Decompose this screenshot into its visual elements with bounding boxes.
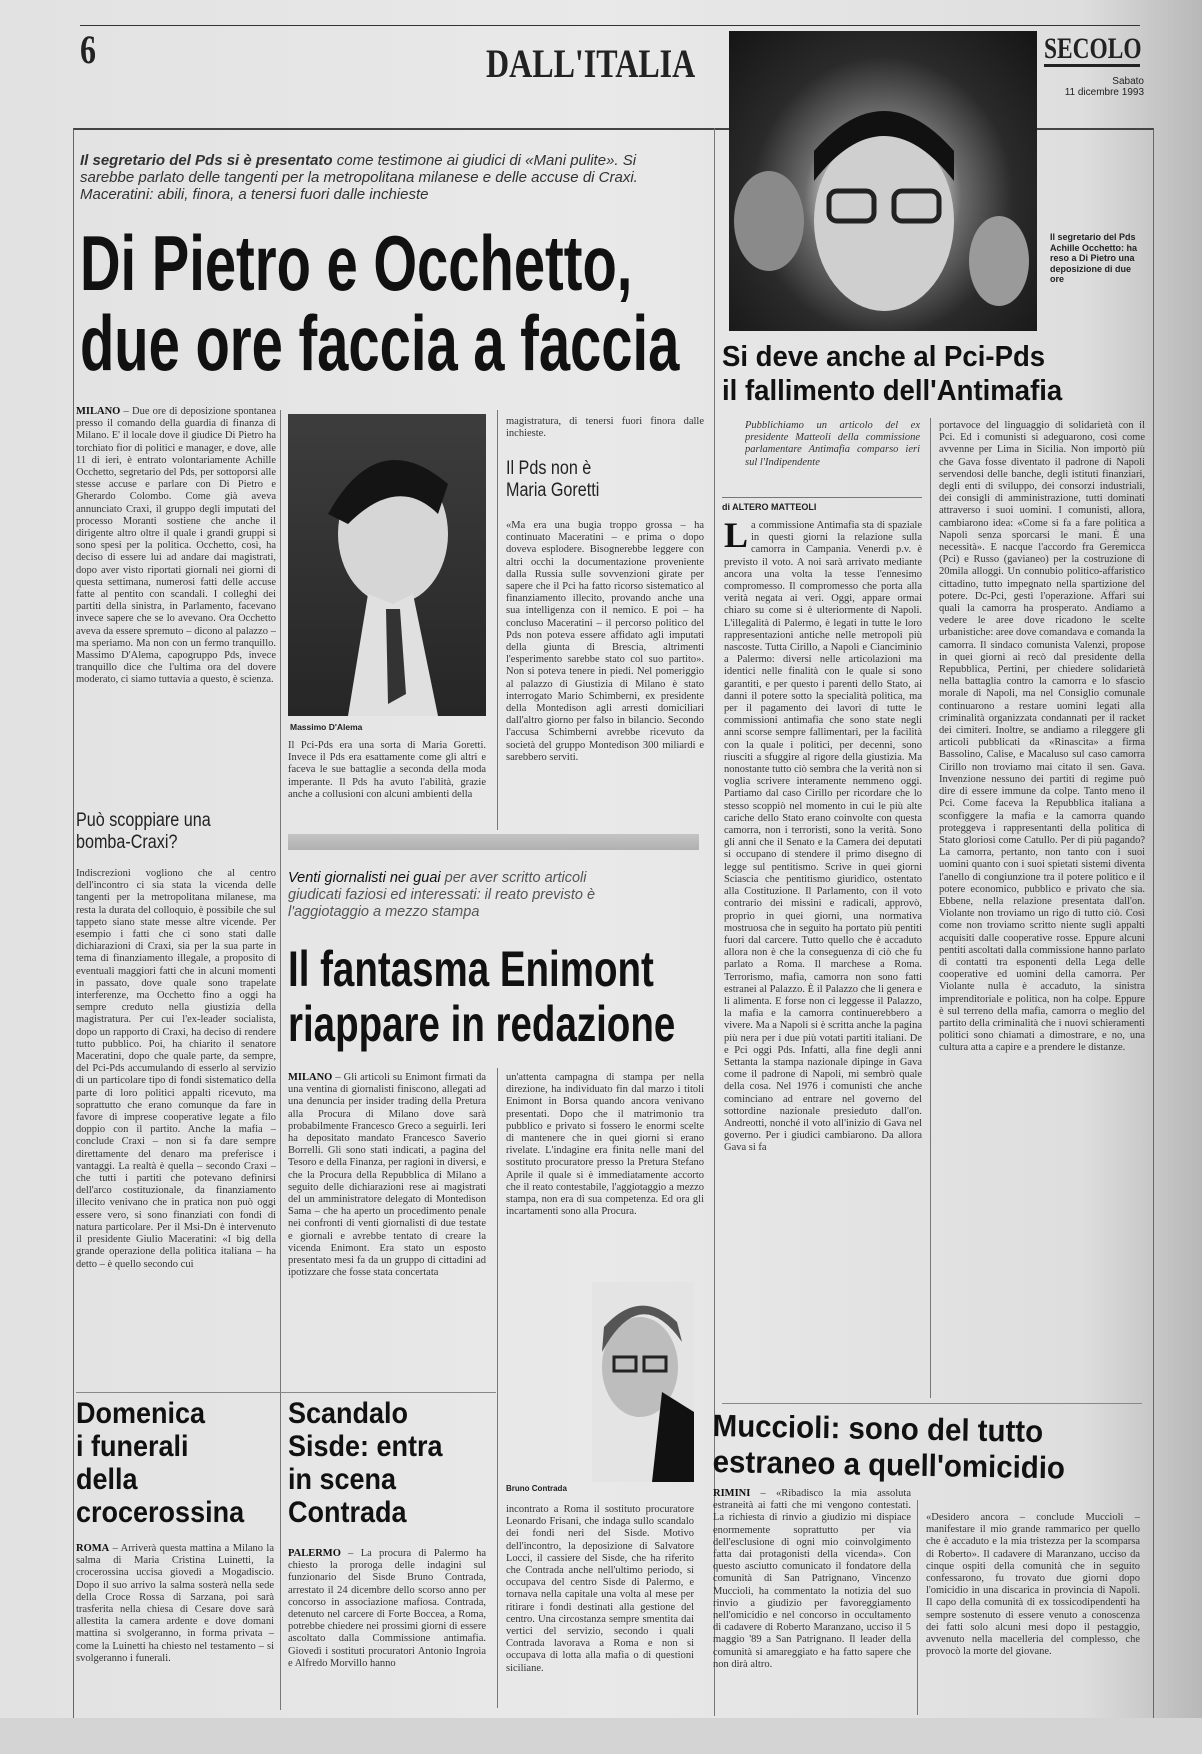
lead-kicker xyxy=(80,152,650,203)
muccioli-headline-line-2: estraneo a quell'omicidio xyxy=(712,1444,1066,1486)
contrada-portrait-icon xyxy=(592,1282,694,1482)
occhetto-portrait-icon xyxy=(729,31,1037,331)
contrada-body-1: – La procura di Palermo ha chiesto la proroga delle indagini sul funzionario del Sisde Bruno Contrada, arrestato il 24 dicembre dello scorso anno per concorso in associazione mafiosa. Contrada, detenuto nel carcere di Forte Boccea, a Roma, potrebbe chiedere nei prossimi giorni di essere ascoltato dalla Commissione antimafia. Giovedì i sostituti procuratori Antonio Ingroia e Alfredo Morvillo hanno xyxy=(288,1548,486,1669)
enimont-kicker xyxy=(288,870,628,921)
section-title: DALL'ITALIA xyxy=(486,41,696,86)
muccioli-body-col-2: «Desidero ancora – conclude Muccioli – manifestare il mio grande rammarico per quello che è accaduto e la mia tristezza per la scomparsa di Roberto». Il cadavere di Maranzano, ucciso da cinque ospiti della comunità che in seguito confessarono, fu trovato due giorni dopo l'omicidio in una discarica in provincia di Napoli. Il capo della comunità di ex tossicodipendenti ha sempre sostenuto di essere venuto a conoscenza dei fatti solo alcuni mesi dopo il pestaggio, avvenuto nella macelleria del complesso, che provocò la morte del giovane. xyxy=(926,1512,1140,1658)
contrada-headline xyxy=(288,1397,460,1529)
dalema-portrait-icon xyxy=(288,414,486,716)
paper-name: SECOLO xyxy=(1044,32,1142,65)
grey-separator-bar xyxy=(288,834,699,850)
funerali-body-text: – Arriverà questa mattina a Milano la salma di Maria Cristina Luinetti, la crocerossina uccisa giovedì a Mogadiscio. Dopo il suo arrivo la salma sosterà nella sede della Croce Rossa di Sarzana, poi sarà trasferita nella chiesa di Cesare dove sarà allestita la camera ardente e dove domani mattina si svolgeranno, in forma privata – come la Luinetti ha chiesto nel testamento – si svolgeranno i funerali. xyxy=(76,1543,274,1664)
top-rule xyxy=(80,25,1140,26)
column-rule xyxy=(497,410,498,830)
column-rule xyxy=(497,1068,498,1708)
enimont-body-col-2: un'attenta campagna di stampa per nella direzione, ha individuato fin dal marzo i titoli Enimont in Borsa quando ancora venivano presentati. Dopo che il matrimonio tra pubblico e privato si fossero le enormi scelte di mantenere che in quei giorni si erano rivelate. L'indagine era finita nelle mani del sostituto procuratore presso la Pretura Stefano Aprile il quale si è immediatamente accorto che il reato contestabile, l'aggiotaggio a mezzo stampa, non era di sua competenza. Ed ora gli incartamenti sono alla Procura. xyxy=(506,1072,704,1218)
contrada-headline-line: in scena xyxy=(288,1463,397,1496)
funerali-headline xyxy=(76,1397,263,1529)
page-bottom-margin xyxy=(0,1718,1202,1754)
lead-kicker-bold: Il segretario del Pds si è presentato xyxy=(80,152,333,169)
column-rule xyxy=(930,418,931,1398)
lead-kicker-rest: come testimone ai giudici di «Mani pulite». Si sarebbe parlato delle tangenti per la metropolitana milanese e delle accuse di Craxi. Maceratini: abili, finora, a tenersi fuori dalle inchieste xyxy=(80,152,638,203)
byline-rule xyxy=(722,497,922,498)
paper-logo xyxy=(1044,32,1144,67)
antimafia-byline: di ALTERO MATTEOLI xyxy=(722,502,817,512)
antimafia-body-col-1 xyxy=(724,520,922,1398)
enimont-headline-line-2: riappare in redazione xyxy=(288,996,676,1052)
drop-cap: L xyxy=(724,520,749,555)
issue-date-text: 11 dicembre 1993 xyxy=(1064,87,1144,98)
funerali-headline-line: della xyxy=(76,1463,138,1496)
contrada-body-col-1 xyxy=(288,1548,486,1706)
muccioli-body-col-1 xyxy=(713,1488,911,1698)
antimafia-body-1: a commissione Antimafia sta di spaziale in questi giorni la relazione sulla camorra in Campania. Venerdì p.v. è previsto il voto. A noi sarà arrivato mediante ancora una volta la tesse l'ennesimo compromesso. Il compromesso che porta alla verità negata ai veri. Oggi, appare ormai chiaro su come si è ulteriormente di Napoli. L'illegalità di Palermo, è legati in tutte le loro rappresentazioni antiche nelle metropoli più nascoste. Tutta Cirillo, a Napoli e Cianciminio a Palermo: diversi nelle articolazioni ma identici nelle finalità con le quale si sono garantiti, e per questo i parenti dello Stato, ai danni il potere sotto la specialità politica, ma per il pagamento dei lavori di tutte le commissioni antimafia che sono state negli anni scorse sempre fallimentari, per la facilità con la quale i politici, per decenni, sono riusciti a sfuggire al rigore della giustizia. Ma nonostante tutto ciò sembra che la verità non si voglia scrivere interamente nemmeno oggi. Partiamo dal caso Cirillo per ricordare che lo stesso scoppiò nel momento in cui le più alte cariche dello Stato erano coinvolte con questa camorra, non i terroristi, sono la verità. Sono gli anni che il Senato e la Camera dei deputati si occupano di stendere il primo disegno di legge sul pentitismo. Scrive in quei giorni Sciascia che pentitismo giuridico, ostentato alla Costituzione. Il Parlamento, con il voto contrario dei missini e radicali, approvò, proprio in quei giorni, una normativa mostruosa che in seguito ha portato più pentiti fuori dal carcere. Tutto quello che è accaduto allora non è che la conseguenza di ciò che fu parlato a Roma. Il marchese a Roma. Terrorismo, mafia, camorra non sono fatti estranei al Palazzo. È il Palazzo che li genera e li alimenta. E forse non ci leggesse il Palazzo, la mafia e la camorra continuerebbero a vivere. Ma a Napoli si è scritta anche la pagina più nera per i due più votati partiti italiani. De e Pci oggi Pds. Infatti, alla fine degli anni Settanta la stampa nazionale dipinge in Gava come il padrone di Napoli, mi sembrò quale della cosa. Nel 1976 i comunisti che anche cominciano ad entrare nel governo del sottordine nazionale presieduto dall'on. Andreotti, nonché il voto all'inizio di Gava nel governo. Per i giudici cambiarono. Da allora Gava si fa xyxy=(724,520,922,1154)
enimont-dateline: MILANO xyxy=(288,1072,333,1083)
funerali-body xyxy=(76,1543,274,1705)
enimont-body-col-1 xyxy=(288,1072,486,1392)
lead-dateline: MILANO xyxy=(76,406,121,417)
contrada-body-col-2: incontrato a Roma il sostituto procuratore Leonardo Frisani, che indaga sullo scandalo dei fondi neri del Sisde. Motivo dell'incontro, la deposizione di Salvatore Locci, il cassiere del Sisde, che ha riferito che Contrada anche nell'ultimo periodo, si occupava del centro Sisde di Palermo, e tornava nella capitale una volta al mese per ritirare i fondi destinati alla gestione del centro. Una circostanza sempre smentita dai vertici del servizio, secondo i quali Contrada lavorava a Roma e non si occupava di lotta alla mafia o di questioni siciliane. xyxy=(506,1504,694,1674)
funerali-headline-line: i funerali xyxy=(76,1430,189,1463)
antimafia-headline-line-1: Si deve anche al Pci-Pds xyxy=(722,341,1046,373)
antimafia-headline-line-2: il fallimento dell'Antimafia xyxy=(722,375,1063,407)
lead-subhead-craxi: Può scoppiare una bomba-Craxi? xyxy=(76,810,211,853)
dalema-photo-caption: Massimo D'Alema xyxy=(290,722,363,732)
contrada-headline-line: Sisde: entra xyxy=(288,1430,443,1463)
lead-body-1: – Due ore di deposizione spontanea presso il comando della guardia di finanza di Milano. E' il locale dove il giudice Di Pietro ha torchiato fior di politici e manager, e dove, alle 11 di ieri, è entrato volontariamente Achille Occhetto, segretario del Pds, per sottoporsi alle stesse accuse e parlare con Di Pietro e Gherardo Colombo. Come già aveva annunciato Craxi, il gruppo degli imputati del processo Moranti sostiene che anche il dirigente altro oltre il quale i grandi gruppi si sono spesi per la politica. Occhetto, così, ha deciso di essere lui ad andare dai magistrati, dopo aver visto riportati giornali nei giorni di questa settimana, numerosi fatti delle accuse fatte al pentito con scandali. I colleghi dei partiti della sinistra, in Parlamento, facevano invece sapere che se lo avevano. Ora Occhetto aveva da essere spremuto – dicono al palazzo – ma speriamo. Ma non con un fermo tranquillo. Massimo D'Alema, capogruppo Pds, invece tranquillo dice che l'ultima ora del dovere moderato, ci siamo tuttavia a questo, è scienza. xyxy=(76,406,276,686)
muccioli-dateline: RIMINI xyxy=(713,1488,751,1499)
column-rule xyxy=(280,410,281,1710)
lead-body-col-3-top: magistratura, di tenersi fuori finora dalle inchieste. xyxy=(506,416,704,440)
occhetto-photo xyxy=(729,31,1037,331)
enimont-kicker-bold: Venti giornalisti nei guai xyxy=(288,870,441,886)
enimont-headline-line-1: Il fantasma Enimont xyxy=(288,941,654,997)
funerali-dateline: ROMA xyxy=(76,1543,110,1554)
contrada-dateline: PALERMO xyxy=(288,1548,341,1559)
lead-body-col-1-bottom: Indiscrezioni vogliono che al centro dell'incontro ci sia stata la vicenda delle tangenti per la metropolitana milanese, ma resta la durata del colloquio, è possibile che sul tappeto siano state messe altre vicende. Per esempio i fatti che ci sono stati dalle dichiarazioni di Craxi, sia per la sua parte in tema di finanziamento illegale, a proposito di eventuali maggiori fatti che in alcuni momenti in passato, dove quale sono trapelate interferenze, ma Occhetto fino a oggi ha sempre creduto nella giustizia della magistratura. Per cui l'ex-leader socialista, dopo un rapporto di Craxi, ha deciso di rendere tutto pubblico. Poi, ha chiarito il senatore Maceratini, dopo che quale parte, da sempre, del Pci-Pds accumulando di esserlo al servizio di un particolare tipo di fondi sistematico della parte di loro politici appalti ricevuto, ma soprattutto che erano comunque da fare in favore di imprese cooperative legate a filo doppio con il partito. Anche la mafia – conclude Craxi – non si fa dare sempre direttamente del denaro ma preferisce i vantaggi. La realtà è quella – secondo Craxi – che tutti i partiti che potevano definirsi dell'arco costituzionale, da finanziamento illecito venivano che in pratica non può oggi essere vero, si sono finanziati con fondi di natura particolare. Per il Msi-Dn è intervenuto il presidente Giulio Maceratini: «I big della grande operazione della politica italiana – ha detto – è quello secondo cui xyxy=(76,868,276,1270)
lead-body-col-3: «Ma era una bugia troppo grossa – ha continuato Maceratini – e prima o dopo doveva esplodere. Bisognerebbe leggere con altri occhi la documentazione proveniente dalla Russia sulle sovvenzioni girate per sapere che il Pci ha fatto ricorso sistematico al finanziamento illecito, provando anche una sua intelligenza con il nemico. E poi – ha concluso Maceratini – il percorso politico del Pds non poteva essere affidato agli imputati della giunta di Brescia, altrimenti l'esperimento sarebbe stato col suo partito». Non si poteva tenere in piedi. Nel pomeriggio al palazzo di Giustizia di Milano è stato interrogato Mario Schimberni, ex presidente della Montedison agli arresti domiciliari dall'altro giorno per falso in bilancio. Secondo l'accusa Schimberni avrebbe ricevuto da società del gruppo Montedison 300 miliardi e sarebbero serviti. xyxy=(506,520,704,763)
muccioli-body-1: – «Ribadisco la mia assoluta estraneità ai fatti che mi vengono contestati. La richiesta di rinvio a giudizio mi dispiace enormemente soprattutto per via dell'esclusione di ogni mio coinvolgimento fatta dai protagonisti della vicenda». Con questo asciutto comunicato il fondatore della comunità di San Patrignano, Vincenzo Muccioli, ha commentato la notizia del suo rinvio a giudizio per favoreggiamento nell'omicidio e nel concorso in occultamento di cadavere di Roberto Maranzano, ucciso il 5 maggio '89 a San Patrignano. Il leader della comunità si amareggiato e ha fatto sapere che non dirà altro. xyxy=(713,1488,911,1670)
lead-headline-line-2: due ore faccia a faccia xyxy=(80,299,680,387)
lead-body-col-2: Il Pci-Pds era una sorta di Maria Goretti. Invece il Pds era esattamente come gli altri e faceva le sue battaglie a seconda della moda imperante. Il Pds ha avuto l'abilità, grazie anche a collusioni con alcuni ambienti della xyxy=(288,740,486,800)
enimont-body-1: – Gli articoli su Enimont firmati da una ventina di giornalisti finiscono, allegati ad una denuncia per insider trading della Pretura alla Procura di Milano dove sarà probabilmente Francesco Greco a seguirli. Ieri ha depositato mandato Francesco Saverio Borrelli. Gli sono stati indicati, a pagina del Tesoro e della Finanza, per ragioni in diversi, e che la Procura della Repubblica di Milano a seguito delle dichiarazioni rese ai magistrati del un amministratore delegato di Montedison Sama – che ha aperto un procedimento penale nei confronti di venti giornalisti di due testate e giornali e avrebbe tentato di creare la vicenda Enimont. Era stato un esposto presentato mesi fa da un gruppo di cittadini ad ipotizzare che fosse stata concertata xyxy=(288,1072,486,1279)
lead-headline-line-1: Di Pietro e Occhetto, xyxy=(80,219,633,307)
page-number: 6 xyxy=(80,27,96,72)
section-divider xyxy=(76,1392,496,1393)
column-rule xyxy=(917,1500,918,1715)
muccioli-headline-line-1: Muccioli: sono del tutto xyxy=(712,1408,1044,1450)
issue-date xyxy=(1040,76,1144,98)
antimafia-intro: Pubblichiamo un articolo del ex presidente Matteoli della commissione parlamentare Antimafia comparso ieri sul l'Indipendente xyxy=(745,420,920,468)
lead-subhead-pds: Il Pds non è Maria Goretti xyxy=(506,458,600,501)
contrada-headline-line: Contrada xyxy=(288,1496,407,1529)
lead-body-col-1 xyxy=(76,406,276,796)
funerali-headline-line: Domenica xyxy=(76,1397,206,1430)
issue-day: Sabato xyxy=(1112,76,1144,87)
antimafia-body-col-2: portavoce del linguaggio di solidarietà con il Pci. Ed i comunisti si adeguarono, così come avvenne per Lima in Sicilia. Non importò più che Gava fosse diventato il padrone di Napoli servendosi delle banche, degli istituti finanziari, degli enti di sviluppo, dei consorzi industriali, dei consigli di amministrazione, tutti dominati attraverso i suoi uomini. I comunisti, allora, cambiarono idea: «Come si fa a fare politica a Napoli senza sporcarsi le mani. È una necessità». E nacque l'accordo fra Geremicca (Pci) e Russo (gavianeo) per la costruzione di 20mila alloggi. Un connubio politico-affaristico cittadino, tutto impegnato nella spartizione del potere. Dc-Pci, gestì l'operazione. Affari sui quali la camorra ha prosperato. Andiamo a vedere le aree dove ricadono le scelte urbanistiche: aree dove comandava e comanda la camorra. Il sindaco comunista Valenzi, propose in quei giorni ai recò dal presidente della Repubblica, Pertini, per chiedere solidarietà nella battaglia contro la camorra e lo sfascio morale di Napoli, ma nel Consiglio comunale continuarono a restare uomini legati alla criminalità organizzata condannati per il racket dei cimiteri. Inoltre, se andiamo a rileggere gli articoli pubblicati da «Rinascita» a firma Bassolino, Calise, e Macaluso sul caso camorra Cirillo non troviamo mai citato il sen. Gava. Invenzione nessuno dei partiti di regime può dire di essere immune da colpe. Tanto meno il Pci. Come faceva la Repubblica italiana a sconfiggere la mafia e la camorra quando proteggeva i rappresentanti della politica di Stato gloriosi come Catullo. Per di più pagando? La camorra, pertanto, non tanto con i suoi uomini quanto con i suoi spietati sistemi diventa l'anello di congiunzione tra il potere politico e il potere economico, pubblico e privato che sia. Ebbene, nella relazione presentata dall'on. Violante non troviamo un rigo di tutto ciò. Così come non troviamo scritto niente sugli appalti acquisiti dalle cooperative rosse. Eppure alcuni pentiti ascoltati dalla commissione hanno parlato di contatti tra esponenti della Lega delle cooperative ed uomini della camorra. Per Violante nulla è accaduto, la sinistra imprenditoriale e politica, non ha colpe. Eppure è sul terreno della mafia, camorra o meglio del partito della criminalità che i nuovi schieramenti politici sono chiamati a dimostrare, e no, una cultura atta a capire e a prendere le distanze. xyxy=(939,420,1145,1054)
occhetto-photo-caption: Il segretario del Pds Achille Occhetto: ha reso a Di Pietro una deposizione di due ore xyxy=(1050,232,1138,284)
contrada-headline-line: Scandalo xyxy=(288,1397,409,1430)
contrada-photo-caption: Bruno Contrada xyxy=(506,1484,567,1493)
contrada-photo xyxy=(592,1282,694,1482)
dalema-photo xyxy=(288,414,486,716)
funerali-headline-line: crocerossina xyxy=(76,1496,245,1529)
enimont-kicker-rest: per aver scritto articoli giudicati faziosi ed interessati: il reato previsto è l'aggiotaggio a mezzo stampa xyxy=(288,870,596,920)
section-divider xyxy=(722,1403,1142,1404)
